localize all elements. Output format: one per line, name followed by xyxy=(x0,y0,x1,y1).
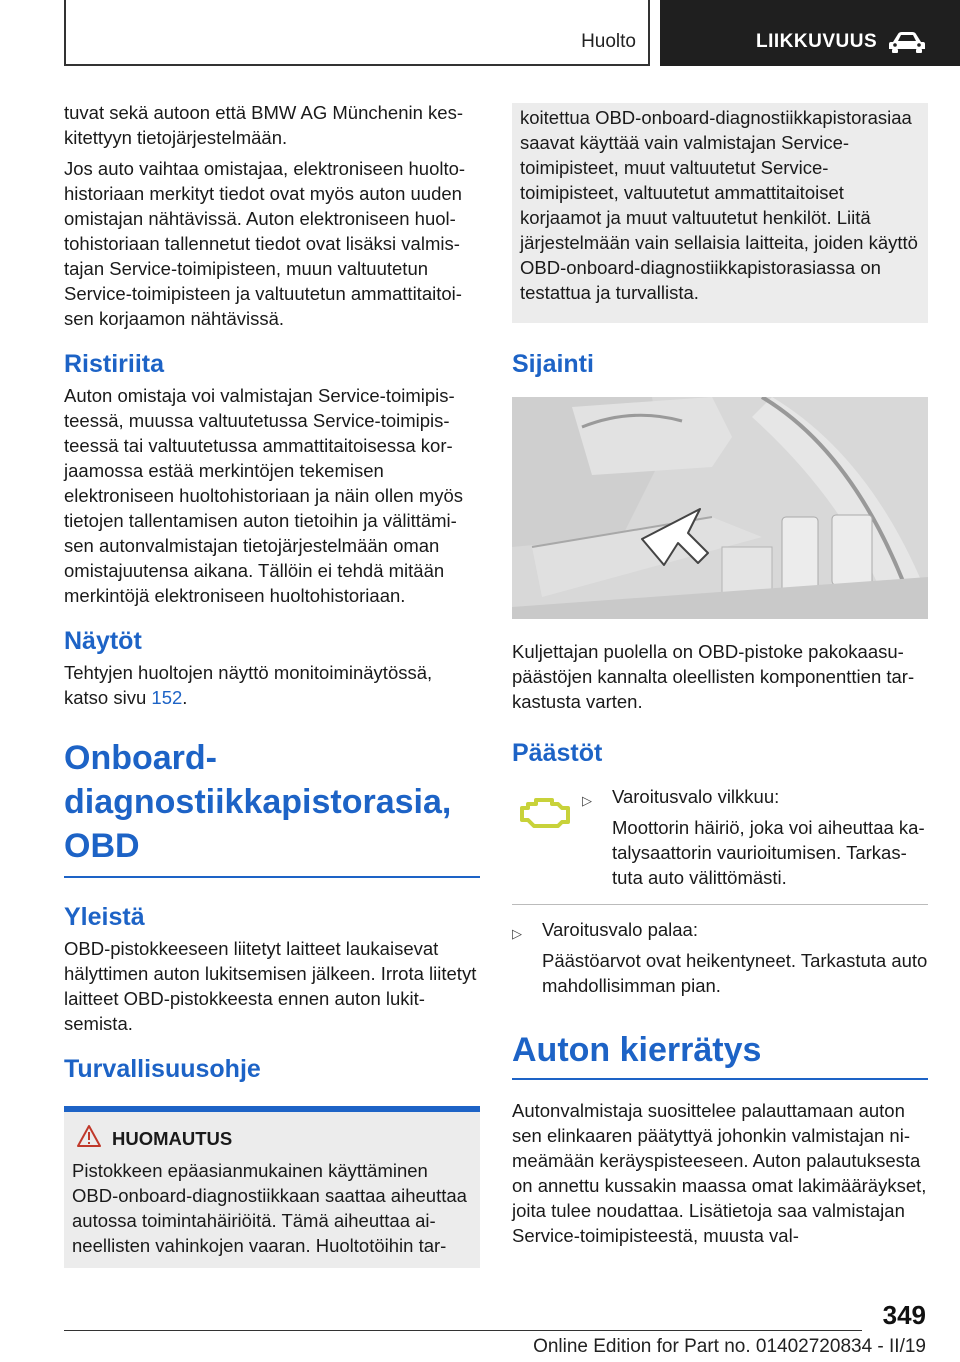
warning-text: Pistokkeen epäasianmukainen käyttäminen OBD-onboard-diagnostiikkaan saattaa aiheuttaa autossa toimintahäiriöitä. Tämä aiheuttaa aineellisten vahinkojen vaaran. Huoltotöihin tar- xyxy=(72,1160,467,1256)
left-column xyxy=(64,100,480,1268)
heading-sijainti: Sijainti xyxy=(512,350,594,378)
sijainti-paragraph: Kuljettajan puolella on OBD-pistoke pakokaasupäästöjen kannalta oleellisten komponenttien tarkastusta varten. xyxy=(512,641,915,712)
warning-box-continued xyxy=(512,103,928,323)
bullet-triangle-icon: ▷ xyxy=(582,793,592,808)
kierratys-paragraph: Autonvalmistaja suosittelee palauttamaan auton sen elinkaaren päätyttyä johonkin valmistajan nimeämään keräyspisteeseen. Auton palautuksesta on annettu kussakin maassa omat lakimääräykset, joita tulee noudattaa. Lisätietoja saa valmistajan Service-toimipisteestä, muusta val- xyxy=(512,1100,927,1246)
heading-auton-kierratys: Auton kierrätys xyxy=(512,1028,928,1080)
bullet-2-label: Varoitusvalo palaa: xyxy=(542,919,698,940)
right-column xyxy=(512,103,928,1254)
page-number: 349 xyxy=(882,1300,926,1330)
intro-paragraph-1: tuvat sekä autoon että BMW AG Münchenin keskitettyyn tietojärjestelmään. xyxy=(64,102,463,148)
paastot-indicator-row xyxy=(512,784,928,998)
intro-paragraph-2: Jos auto vaihtaa omistajaa, elektroniseen huoltohistoriaan merkityt tiedot ovat myös auton uuden omistajan nähtävissä. Auton elektroniseen huoltohistoriaan tallennetut tiedot ovat lisäksi valmistajan Service-toimipisteen, muun valtuutetun Service-toimipisteen ja valtuutetun ammattitaitoisen korjaamon nähtävissä. xyxy=(64,158,466,329)
yleista-paragraph: OBD-pistokkeeseen liitetyt laitteet laukaisevat hälyttimen auton lukitsemisen jälkeen. Irrota liitetyt laitteet OBD-pistokkeesta ennen auton lukitsemista. xyxy=(64,938,477,1034)
engine-check-icon xyxy=(518,794,572,830)
bullet-1-detail: Moottorin häiriö, joka voi aiheuttaa katalysaattorin vaurioitumisen. Tarkastuta auto välittömästi. xyxy=(612,817,925,888)
heading-obd: Onboard-diagnostiikkapistorasia, OBD xyxy=(64,736,480,878)
warning-triangle-icon xyxy=(76,1124,102,1148)
car-icon xyxy=(888,30,926,54)
paastot-list xyxy=(582,784,928,890)
naytot-paragraph xyxy=(64,660,480,710)
warning-box xyxy=(64,1106,480,1268)
bullet-1-label: Varoitusvalo vilkkuu: xyxy=(612,786,780,807)
header-section-title: Huolto xyxy=(581,31,636,52)
list-separator xyxy=(512,904,928,905)
naytot-text: Tehtyjen huoltojen näyttö monitoiminäytössä, katso sivu xyxy=(64,662,433,708)
bullet-item-1 xyxy=(582,784,928,809)
footer-edition: Online Edition for Part no. 01402720834 - II/19 xyxy=(533,1336,926,1357)
bullet-2-detail: Päästöarvot ovat heikentyneet. Tarkastuta auto mahdollisimman pian. xyxy=(542,950,928,996)
heading-naytot: Näytöt xyxy=(64,627,142,655)
bullet-triangle-icon: ▷ xyxy=(512,926,522,941)
heading-turvallisuusohje: Turvallisuusohje xyxy=(64,1055,261,1083)
warning-title xyxy=(112,1128,472,1150)
bullet-item-2 xyxy=(512,917,928,942)
header-frame xyxy=(64,0,650,66)
paastot-list-2 xyxy=(512,917,928,998)
naytot-end: . xyxy=(182,687,188,708)
ristiriita-paragraph: Auton omistaja voi valmistajan Service-toimipisteessä, muussa valtuutetussa Service-toimipisteessä tai valtuutetussa ammattitaitoisessa korjaamossa estää merkintöjen tekemisen elektroniseen huoltohistoriaan ja näin ollen myös tietojen tallentamisen auton tietoihin ja välittämisen autonvalmistajan tietojärjestelmään oman omistajuutensa aikana. Tällöin ei tehdä mitään merkintöjä elektroniseen huoltohistoriaan. xyxy=(64,385,464,606)
heading-paastot: Päästöt xyxy=(512,739,603,767)
page-link-152[interactable]: 152 xyxy=(151,687,183,708)
obd-location-photo xyxy=(512,397,928,619)
warning-text-continued: koitettua OBD-onboard-diagnostiikkapistorasiaa saavat käyttää vain valmistajan Service-toimipisteet, muut valtuutetut Service-toimipisteet, valtuutetut ammattitaitoiset korjaamot ja muut valtuutetut henkilöt. Liitä järjestelmään vain sellaisia laitteita, joiden käyttö OBD-onboard-diagnostiikkapistorasiassa on testattua ja turvallista. xyxy=(520,107,918,303)
header-chapter-tab xyxy=(660,0,960,66)
footer-rule xyxy=(64,1330,862,1331)
header-chapter-label: LIIKKUVUUS xyxy=(756,31,878,52)
heading-ristiriita: Ristiriita xyxy=(64,350,165,378)
warning-title-label: HUOMAUTUS xyxy=(112,1128,233,1149)
heading-yleista: Yleistä xyxy=(64,903,145,931)
